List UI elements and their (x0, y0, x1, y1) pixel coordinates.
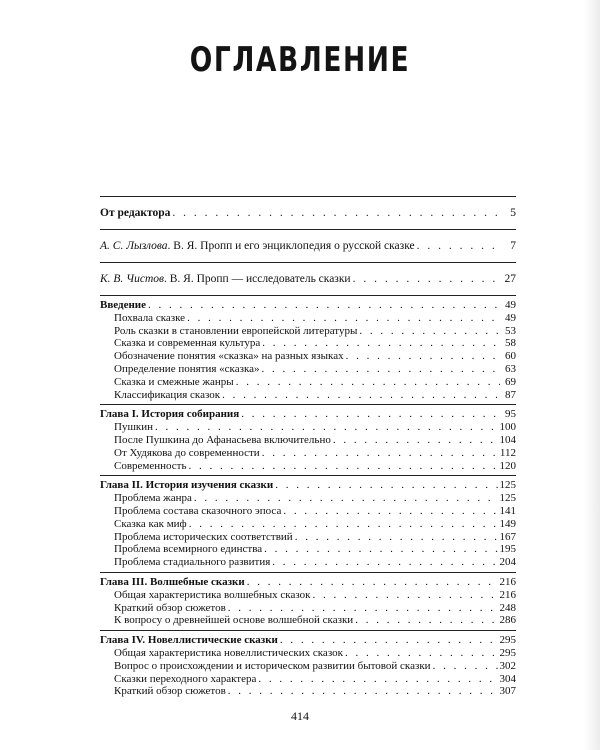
toc-entry-page: 167 (499, 530, 516, 543)
toc-entry (100, 389, 516, 402)
leader-dots (264, 543, 497, 556)
leader-dots (355, 614, 497, 627)
toc-chapter-page: 295 (499, 634, 516, 647)
leader-dots (433, 660, 498, 673)
toc-chapter-title: Введение (100, 299, 147, 311)
toc-chapter-heading (100, 408, 516, 421)
toc-entry-page: 149 (499, 517, 516, 530)
toc-entry-title: Классификация сказок (114, 388, 221, 401)
toc-entry-page: 7 (510, 240, 516, 252)
toc-entry (100, 685, 516, 698)
toc-entry-title: Сказка и смежные жанры (114, 375, 234, 388)
leader-dots (247, 576, 498, 589)
leader-dots (262, 447, 498, 460)
toc-entry (100, 647, 516, 660)
toc-entry (100, 376, 516, 389)
leader-dots (333, 434, 498, 447)
toc-entry-page: 112 (499, 446, 516, 459)
toc-entry-page: 60 (505, 350, 516, 363)
toc-entry (100, 543, 516, 556)
toc-chapter-title: Глава II. История изучения сказки (100, 479, 274, 492)
leader-dots (172, 200, 500, 226)
leader-dots (283, 505, 497, 518)
page-title: ОГЛАВЛЕНИЕ (189, 40, 411, 80)
divider (100, 196, 516, 197)
toc-entry-page: 204 (499, 556, 516, 569)
toc-entry-page: 5 (510, 207, 516, 219)
toc-entry-page: 63 (505, 362, 516, 375)
leader-dots (222, 389, 500, 402)
leader-dots (272, 556, 497, 569)
toc-entry-page: 141 (499, 504, 516, 517)
toc-entry-page: 49 (505, 311, 516, 324)
leader-dots (275, 479, 497, 492)
toc-entry-title: . В. Я. Пропп — исследователь сказки (164, 273, 351, 285)
leader-dots (258, 673, 497, 686)
toc-entry-lyzlova (100, 233, 516, 259)
divider (100, 295, 516, 296)
leader-dots (228, 685, 498, 698)
toc-entry-title: Проблема жанра (114, 492, 192, 505)
toc-entry-page: 125 (499, 492, 516, 505)
toc-entry (100, 589, 516, 602)
leader-dots (262, 363, 500, 376)
toc-entry-author: А. С. Лызлова (100, 240, 168, 252)
leader-dots (359, 325, 500, 338)
toc-entry (100, 447, 516, 460)
toc-entry-page: 304 (499, 672, 516, 685)
toc-chapter-title: Глава I. История собирания (100, 408, 240, 421)
toc-entry (100, 518, 516, 531)
toc-entry-page: 104 (499, 433, 516, 446)
toc-entry-author: К. В. Чистов (100, 273, 164, 285)
toc-entry-page: 27 (504, 273, 516, 285)
leader-dots (295, 531, 498, 544)
toc-entry (100, 492, 516, 505)
toc-entry-title: Пушкин (114, 421, 154, 434)
toc-entry-title: Общая характеристика волшебных сказок (114, 588, 311, 601)
leader-dots (241, 408, 500, 421)
toc-chapter-title: Глава III. Волшебные сказки (100, 575, 245, 588)
toc-entry-editor (100, 200, 516, 226)
toc-entry (100, 660, 516, 673)
toc-entry (100, 325, 516, 338)
toc-entry (100, 337, 516, 350)
toc-entry-title: После Пушкина до Афанасьева включительно (114, 433, 331, 446)
toc-entry-page: 286 (499, 614, 516, 627)
leader-dots (148, 299, 500, 312)
toc-entry-page: 69 (505, 375, 516, 388)
toc-entry-page: 120 (499, 459, 516, 472)
toc-entry-title: Сказка и современная культура (114, 337, 261, 350)
toc-entry (100, 460, 516, 473)
leader-dots (345, 647, 498, 660)
divider (100, 572, 516, 573)
toc-chapter-page: 95 (505, 408, 516, 421)
toc-entry-title: Сказки переходного характера (114, 672, 257, 685)
toc-entry-title: Роль сказки в становлении европейской литературы (114, 324, 358, 337)
toc-chapter-heading (100, 479, 516, 492)
toc-entry (100, 673, 516, 686)
toc-entry-title: Современность (114, 459, 187, 472)
toc-entry-page: 302 (499, 659, 516, 672)
toc-entry-page: 58 (505, 337, 516, 350)
toc-entry-title: . В. Я. Пропп и его энциклопедия о русской сказке (167, 240, 415, 252)
leader-dots (194, 492, 498, 505)
toc-entry (100, 505, 516, 518)
toc-entry-title: Краткий обзор сюжетов (114, 685, 226, 698)
toc-entry-chistov (100, 266, 516, 292)
toc-entry-title: Проблема состава сказочного эпоса (114, 504, 282, 517)
leader-dots (353, 266, 500, 292)
leader-dots (280, 634, 498, 647)
toc-sections (100, 295, 516, 698)
toc-chapter-title: Глава IV. Новеллистические сказки (100, 634, 278, 647)
toc-chapter-heading (100, 299, 516, 312)
toc-entry (100, 556, 516, 569)
leader-dots (262, 337, 500, 350)
toc-entry-title: Общая характеристика новеллистических сказок (114, 646, 343, 659)
leader-dots (417, 233, 500, 259)
divider (100, 630, 516, 631)
toc-entry-page: 216 (499, 588, 516, 601)
toc-entry-title: Краткий обзор сюжетов (114, 601, 226, 614)
toc-entry (100, 363, 516, 376)
toc-chapter-heading (100, 576, 516, 589)
leader-dots (228, 602, 498, 615)
toc-entry-page: 100 (499, 421, 516, 434)
toc-chapter-page: 125 (499, 479, 516, 492)
toc-entry-title: Проблема всемирного единства (114, 543, 263, 556)
divider (100, 262, 516, 263)
toc-entry-page: 248 (499, 601, 516, 614)
toc-entry-title: К вопросу о древнейшей основе волшебной сказки (114, 614, 354, 627)
toc-chapter-page: 49 (505, 299, 516, 311)
toc-entry (100, 421, 516, 434)
toc-entry (100, 614, 516, 627)
toc-entry-title: От Худякова до современности (114, 446, 260, 459)
toc-entry-title: Вопрос о происхождении и историческом развитии бытовой сказки (114, 659, 431, 672)
table-of-contents (100, 196, 516, 698)
leader-dots (236, 376, 500, 389)
toc-entry-page: 295 (499, 646, 516, 659)
leader-dots (313, 589, 498, 602)
leader-dots (189, 518, 498, 531)
toc-entry (100, 602, 516, 615)
toc-entry-title: Обозначение понятия «сказка» на разных языках (114, 350, 344, 363)
toc-entry-title: Определение понятия «сказка» (114, 362, 260, 375)
toc-entry-title: От редактора (100, 207, 171, 219)
toc-entry-page: 195 (499, 543, 516, 556)
toc-entry (100, 312, 516, 325)
toc-entry (100, 531, 516, 544)
toc-entry-page: 87 (505, 388, 516, 401)
toc-chapter-heading (100, 634, 516, 647)
toc-entry-page: 53 (505, 324, 516, 337)
toc-entry-title: Проблема исторических соответствий (114, 530, 293, 543)
toc-entry (100, 434, 516, 447)
leader-dots (155, 421, 497, 434)
toc-entry-title: Сказка как миф (114, 517, 187, 530)
divider (100, 475, 516, 476)
divider (100, 404, 516, 405)
toc-chapter-page: 216 (499, 575, 516, 588)
toc-entry-title: Похвала сказке (114, 311, 186, 324)
toc-entry (100, 350, 516, 363)
leader-dots (346, 350, 500, 363)
divider (100, 229, 516, 230)
leader-dots (187, 312, 500, 325)
toc-entry-title: Проблема стадиального развития (114, 556, 271, 569)
page-edge-shadow (584, 0, 600, 750)
toc-entry-page: 307 (499, 685, 516, 698)
leader-dots (189, 460, 498, 473)
page-number: 414 (291, 709, 309, 723)
